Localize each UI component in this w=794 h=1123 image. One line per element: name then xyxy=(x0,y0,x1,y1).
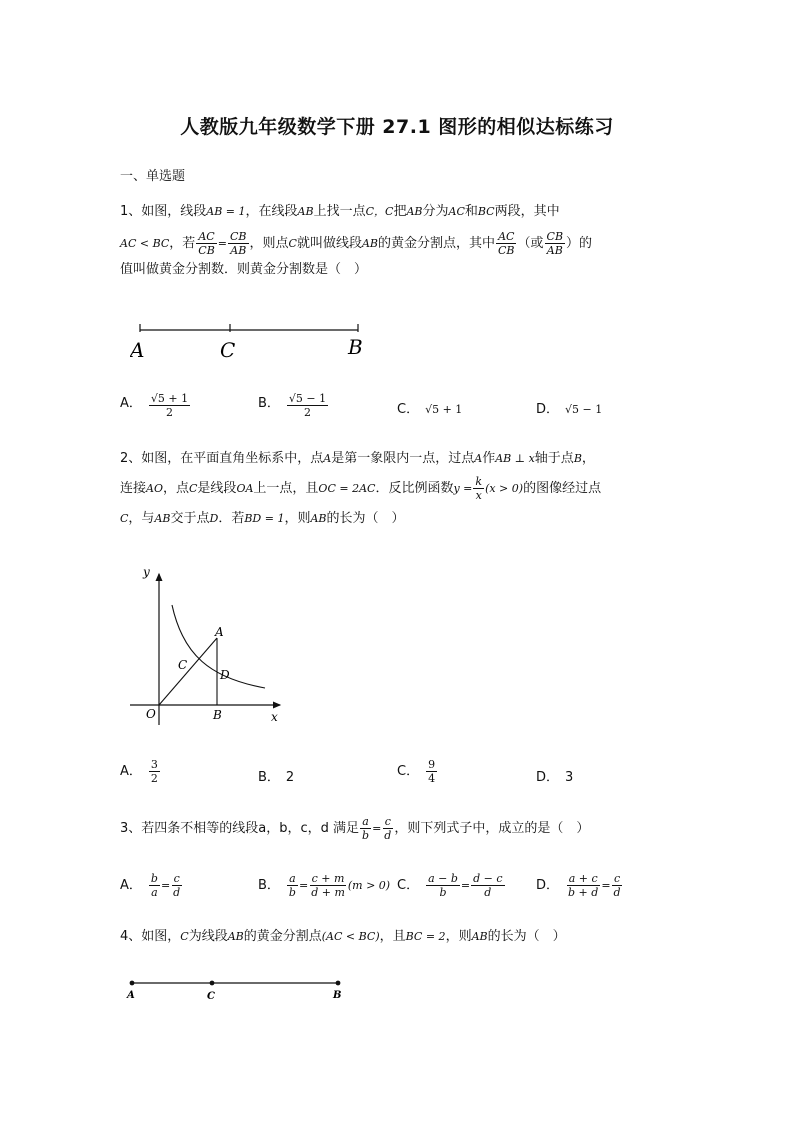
q1-ratio-ac-cb-2: $\frac{AC}{CB}$ xyxy=(498,230,515,257)
q2-hyperbola xyxy=(172,605,265,688)
section-heading: 一、单选题 xyxy=(120,169,186,184)
q1-option-a[interactable]: A． $\frac{√5 + 1}{2}$ xyxy=(120,392,189,419)
q2-line-3: C，与AB交于点D．若BD = 1，则AB的长为（ ） xyxy=(120,511,405,526)
q2-k-over-x: $\frac{k}{x}$ xyxy=(475,475,483,502)
q1-line-3: 值叫做黄金分割数．则黄金分割数是（ ） xyxy=(120,262,368,277)
q2-segment-oa xyxy=(159,638,217,705)
q3-cond-right: $\frac{c}{d}$ xyxy=(384,815,392,842)
q4-figure-segment xyxy=(124,974,354,1004)
q1-line-2: AC < BC，若 $\frac{AC}{CB}$ = $\frac{CB}{AB}$ ，则点C就叫做线段AB的黄金分割点，其中 $\frac{AC}{CB}$ （或 $\frac{CB}{AB}$ ）的 xyxy=(120,230,593,257)
q4-label-b: B xyxy=(333,990,342,1001)
q2-label-c: C xyxy=(178,658,188,672)
q2-label-y: y xyxy=(143,565,150,579)
q2-label-a: A xyxy=(215,625,224,639)
question-3: 3、若四条不相等的线段a，b，c，d 满足 $\frac{a}{b}$ = $\frac{c}{d}$ ，则下列式子中，成立的是（ ） xyxy=(120,815,590,842)
q3-cond-left: $\frac{a}{b}$ xyxy=(362,815,370,842)
q4-point-a xyxy=(130,981,135,986)
question-1 xyxy=(120,197,680,285)
q1-line-1: 1、如图，线段AB = 1，在线段AB上找一点C，C把AB分为AC和BC两段，其中 xyxy=(120,204,560,219)
q2-label-x: x xyxy=(271,710,278,724)
q1-ratio-cb-ab: $\frac{CB}{AB}$ xyxy=(230,230,247,257)
q1-options xyxy=(120,392,700,432)
page-title: 人教版九年级数学下册 27.1 图形的相似达标练习 xyxy=(180,116,614,138)
q3-option-b[interactable]: B． $\frac{a}{b}$ = $\frac{c + m}{d + m}$ (m > 0) xyxy=(258,872,391,899)
q2-option-b[interactable]: B． 2 xyxy=(258,770,295,785)
q2-label-b: B xyxy=(213,708,222,722)
q4-label-c: C xyxy=(207,991,215,1002)
q4-label-a: A xyxy=(127,990,135,1001)
q2-option-a[interactable]: A． $\frac{3}{2}$ xyxy=(120,758,158,785)
q4-point-b xyxy=(336,981,341,986)
q2-label-o: O xyxy=(146,707,156,721)
q1-option-c[interactable]: C． √5 + 1 xyxy=(397,402,463,417)
q1-ratio-cb-ab-2: $\frac{CB}{AB}$ xyxy=(546,230,564,257)
q3-options xyxy=(120,872,700,908)
q2-options xyxy=(120,758,700,794)
q2-option-c[interactable]: C． $\frac{9}{4}$ xyxy=(397,758,436,785)
q3-option-d[interactable]: D． $\frac{a + c}{b + d}$ = $\frac{c}{d}$ xyxy=(536,872,621,899)
q2-label-d: D xyxy=(220,668,230,682)
q4-point-c xyxy=(210,981,215,986)
q3-option-c[interactable]: C． $\frac{a - b}{b}$ = $\frac{d - c}{d}$ xyxy=(397,872,503,899)
q1-ratio-ac-cb: $\frac{AC}{CB}$ xyxy=(198,230,215,257)
q1-figure-segment xyxy=(130,318,380,368)
q2-option-d[interactable]: D． 3 xyxy=(536,770,574,785)
q1-option-d[interactable]: D． √5 − 1 xyxy=(536,402,603,417)
q2-line-2: 连接AO，点C是线段OA上一点，且OC = 2AC．反比例函数y = $\frac{k}{x}$ (x > 0)的图像经过点 xyxy=(120,475,602,502)
q2-line-1: 2、如图，在平面直角坐标系中，点A是第一象限内一点，过点A作AB ⊥ x轴于点B， xyxy=(120,451,595,466)
q1-label-a: A xyxy=(130,338,145,362)
q2-figure-coordinate xyxy=(125,560,295,730)
q3-option-a[interactable]: A． $\frac{b}{a}$ = $\frac{c}{d}$ xyxy=(120,872,181,899)
question-4: 4、如图，C为线段AB的黄金分割点(AC < BC)，且BC = 2，则AB的长为（ ） xyxy=(120,929,566,944)
question-2 xyxy=(120,444,680,534)
q1-label-c: C xyxy=(220,338,236,362)
q1-option-b[interactable]: B． $\frac{√5 - 1}{2}$ xyxy=(258,392,327,419)
q1-label-b: B xyxy=(348,335,363,359)
